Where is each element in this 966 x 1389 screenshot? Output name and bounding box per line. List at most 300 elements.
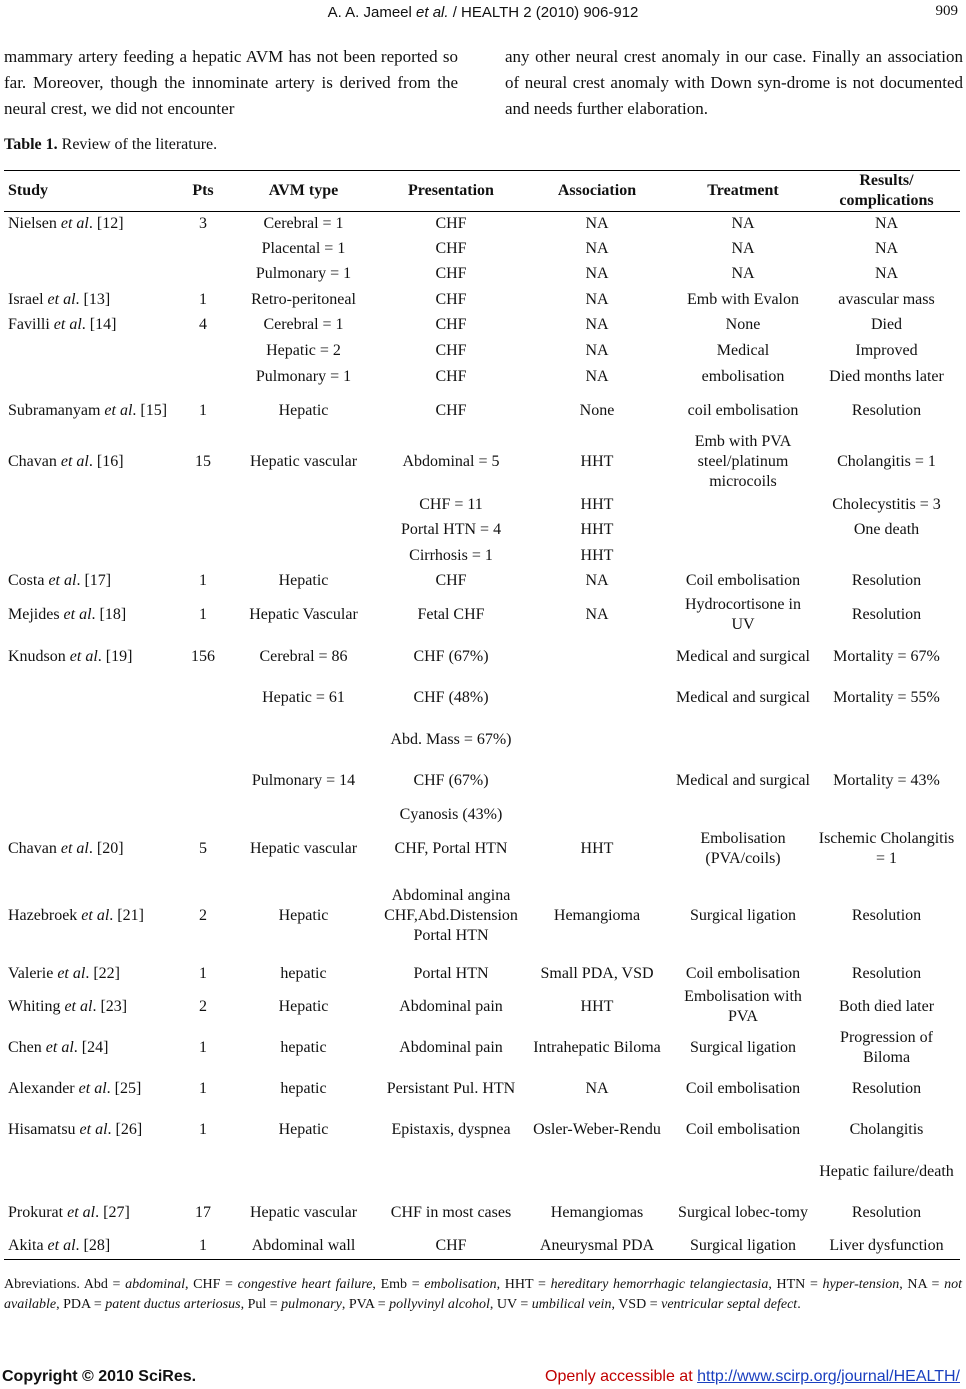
abbrev-term: Abreviations. Abd = xyxy=(4,1277,126,1292)
pres-cell: Epistaxis, dyspnea xyxy=(391,1121,511,1138)
pts-cell: 1 xyxy=(199,1039,207,1056)
assoc-cell: HHT xyxy=(580,546,614,564)
study-ref: [28] xyxy=(83,1237,111,1255)
abbrev-definition: hyper-tension xyxy=(822,1277,900,1292)
study-cell: Chavan et al. [16] xyxy=(8,452,124,470)
treat-cell: Medical xyxy=(716,341,770,359)
abbrev-term: , CHF = xyxy=(184,1277,238,1292)
assoc-cell xyxy=(521,719,673,761)
table-row xyxy=(4,390,960,432)
pts-cell xyxy=(180,719,226,761)
pts-cell xyxy=(180,761,226,802)
pts-cell xyxy=(180,1151,226,1193)
res-cell: Liver dysfunction xyxy=(813,1234,960,1260)
pts-cell xyxy=(180,262,226,287)
study-cell xyxy=(4,543,180,569)
res-cell: Hepatic failure/death xyxy=(819,1162,954,1180)
pres-cell: CHF xyxy=(435,215,467,233)
pts-cell: 2 xyxy=(199,998,207,1015)
abbrev-term: , NA = xyxy=(899,1277,945,1292)
res-cell: Resolution xyxy=(851,1080,922,1097)
treat-cell: NA xyxy=(731,265,755,282)
res-cell: Both died later xyxy=(838,998,935,1015)
et-al: et al xyxy=(63,605,92,623)
study-cell xyxy=(4,237,180,262)
study-author: Whiting xyxy=(8,998,61,1015)
study-author: Prokurat xyxy=(8,1204,64,1221)
treat-cell: Surgical ligation xyxy=(690,906,796,924)
res-cell: Mortality = 67% xyxy=(833,647,940,665)
table-row xyxy=(4,636,960,678)
avm-cell: Cerebral = 86 xyxy=(259,647,348,665)
pres-cell: CHF xyxy=(435,265,467,282)
column-header: AVM type xyxy=(226,171,381,212)
table-row xyxy=(4,212,960,237)
res-cell xyxy=(813,719,960,761)
journal-link[interactable]: http://www.scirp.org/journal/HEALTH/ xyxy=(697,1368,960,1385)
assoc-cell: Hemangiomas xyxy=(550,1204,644,1221)
et-al: et al xyxy=(67,1204,96,1221)
intro-text-right: any other neural crest anomaly in our case. Finally an association of neural crest anomaly with Down syn-drome is not documented and needs further elaboration. xyxy=(505,47,963,118)
table-row xyxy=(4,1151,960,1193)
pts-cell: 3 xyxy=(199,215,207,233)
treat-cell xyxy=(673,719,813,761)
column-header: Association xyxy=(521,171,673,212)
study-cell xyxy=(4,338,180,364)
study-author: Alexander xyxy=(8,1080,75,1097)
res-cell: avascular mass xyxy=(838,290,935,308)
avm-cell xyxy=(226,1151,381,1193)
table-row xyxy=(4,262,960,287)
res-cell: Mortality = 55% xyxy=(833,689,940,706)
running-header xyxy=(0,2,966,24)
treat-cell: Surgical ligation xyxy=(673,1234,813,1260)
et-al: et al xyxy=(69,647,98,665)
assoc-cell: Osler-Weber-Rendu xyxy=(533,1121,661,1138)
study-ref: [12] xyxy=(96,215,124,233)
study-author: Nielsen xyxy=(8,215,57,233)
pres-cell: Fetal CHF xyxy=(417,605,485,623)
avm-cell: Hepatic xyxy=(278,1121,329,1138)
table-row xyxy=(4,1069,960,1110)
pres-cell: Abdominal pain xyxy=(399,998,503,1015)
access-footer xyxy=(545,1368,960,1386)
res-cell: Died months later xyxy=(829,367,944,385)
pres-cell: CHF in most cases xyxy=(390,1204,512,1221)
study-ref: [20] xyxy=(96,839,124,857)
assoc-cell: NA xyxy=(585,265,609,282)
abbrev-definition: ventricular septal defect xyxy=(661,1297,798,1312)
table-row xyxy=(4,594,960,636)
pres-cell: Abdominal pain xyxy=(399,1039,503,1056)
table-row xyxy=(4,543,960,569)
avm-cell xyxy=(226,518,381,543)
study-author: Akita xyxy=(8,1237,44,1255)
pres-cell: CHF xyxy=(435,290,467,308)
table-row xyxy=(4,678,960,719)
et-al: et al xyxy=(47,290,76,308)
pres-cell: CHF (67%) xyxy=(413,772,489,789)
assoc-cell: NA xyxy=(585,605,609,623)
abbrev-term: . xyxy=(797,1297,801,1312)
table-row xyxy=(4,518,960,543)
abbrev-definition: umbilical vein xyxy=(531,1297,612,1312)
study-cell: Knudson et al. [19] xyxy=(8,647,133,665)
study-ref: [16] xyxy=(96,452,124,470)
avm-cell: Hepatic Vascular xyxy=(249,605,358,623)
pres-cell: CHF xyxy=(435,240,467,257)
res-cell: Resolution xyxy=(851,906,922,924)
pts-cell xyxy=(180,492,226,518)
abbrev-definition: pollyvinyl alcohol xyxy=(389,1297,490,1312)
res-cell: Ischemic Cholangitis = 1 xyxy=(818,829,955,867)
pres-cell: CHF (67%) xyxy=(413,647,489,665)
treat-cell: Emb with PVA steel/platinum microcoils xyxy=(694,432,792,490)
avm-cell: Pulmonary = 1 xyxy=(255,367,352,385)
abbrev-term: , HHT = xyxy=(496,1277,551,1292)
assoc-cell: NA xyxy=(585,290,609,308)
table-row xyxy=(4,569,960,594)
pres-cell xyxy=(381,1151,521,1193)
avm-cell xyxy=(226,492,381,518)
pts-cell xyxy=(180,518,226,543)
et-al: et al xyxy=(79,1121,108,1138)
assoc-cell: HHT xyxy=(580,521,614,538)
study-ref: [26] xyxy=(115,1121,143,1138)
pres-cell: Abd. Mass = 67%) xyxy=(390,730,512,748)
study-author: Hazebroek xyxy=(8,906,78,924)
abbrev-term: , Emb = xyxy=(372,1277,425,1292)
pts-cell xyxy=(180,678,226,719)
pts-cell xyxy=(180,364,226,390)
study-cell: Akita et al. [28] xyxy=(4,1234,180,1260)
assoc-cell: NA xyxy=(585,1080,609,1097)
study-cell: Chavan et al. [20] xyxy=(8,839,124,857)
et-al: et al xyxy=(45,1039,74,1056)
study-cell: Alexander et al. [25] xyxy=(8,1080,142,1097)
et-al: et al xyxy=(60,215,89,233)
res-cell: Died xyxy=(870,316,903,333)
abbrev-term: , HTN = xyxy=(768,1277,823,1292)
study-author: Knudson xyxy=(8,647,66,665)
avm-cell xyxy=(226,802,381,828)
pts-cell: 1 xyxy=(199,290,207,308)
avm-cell: Placental = 1 xyxy=(261,240,346,257)
study-cell: Hazebroek et al. [21] xyxy=(8,906,144,924)
study-author: Chen xyxy=(8,1039,42,1056)
res-cell: Progression of Biloma xyxy=(840,1029,933,1066)
study-author: Israel xyxy=(8,290,44,308)
avm-cell: Hepatic = 61 xyxy=(262,689,345,706)
study-ref: [19] xyxy=(105,647,133,665)
study-ref: [25] xyxy=(114,1080,142,1097)
table-body xyxy=(4,212,960,1260)
table-row xyxy=(4,1234,960,1260)
pts-cell: 1 xyxy=(180,1234,226,1260)
abbrev-definition: hereditary hemorrhagic telangiectasia xyxy=(550,1277,769,1292)
abbrev-definition: abdominal xyxy=(125,1277,185,1292)
study-cell: Valerie et al. [22] xyxy=(8,965,120,982)
abbrev-term: , VSD = xyxy=(611,1297,662,1312)
avm-cell: Cerebral = 1 xyxy=(263,316,344,333)
table-row xyxy=(4,492,960,518)
treat-cell: NA xyxy=(731,240,755,257)
treat-cell: Medical and surgical xyxy=(676,772,810,789)
table-row xyxy=(4,1193,960,1234)
avm-cell: Hepatic xyxy=(278,998,329,1015)
intro-text-left: mammary artery feeding a hepatic AVM has not been reported so far. Moreover, though the innominate artery is derived from the neural crest, we did not encounter xyxy=(4,47,458,118)
pres-cell: CHF, Portal HTN xyxy=(394,839,508,857)
table-row xyxy=(4,962,960,987)
pts-cell: 1 xyxy=(199,1080,207,1097)
study-ref: [21] xyxy=(117,906,144,924)
assoc-cell: NA xyxy=(585,572,609,589)
table-row xyxy=(4,987,960,1028)
et-al: et al xyxy=(81,906,110,924)
abbreviations-note xyxy=(4,1275,962,1315)
study-ref: [13] xyxy=(83,290,111,308)
study-ref: [14] xyxy=(89,316,117,333)
table-row xyxy=(4,761,960,802)
res-cell: NA xyxy=(874,240,899,257)
study-cell: Israel et al. [13] xyxy=(8,290,111,308)
pres-cell: Cyanosis (43%) xyxy=(399,805,503,823)
avm-cell: Hepatic vascular xyxy=(249,1204,358,1221)
column-header: Treatment xyxy=(673,171,813,212)
study-cell xyxy=(4,262,180,287)
avm-cell: Hepatic xyxy=(278,906,329,924)
avm-cell: Hepatic vascular xyxy=(249,839,358,857)
treat-cell: Embolisation with PVA xyxy=(684,988,802,1025)
pts-cell xyxy=(180,543,226,569)
res-cell: One death xyxy=(853,521,920,538)
pts-cell xyxy=(180,802,226,828)
column-header: Results/ complications xyxy=(813,171,960,212)
res-cell xyxy=(813,543,960,569)
et-al: et al xyxy=(78,1080,107,1097)
study-cell xyxy=(4,518,180,543)
assoc-cell: Hemangioma xyxy=(553,906,641,924)
avm-cell xyxy=(226,543,381,569)
study-author: Favilli xyxy=(8,316,50,333)
table-header-row xyxy=(4,171,960,212)
table-row xyxy=(4,237,960,262)
assoc-cell: NA xyxy=(585,367,609,385)
res-cell: Resolution xyxy=(851,572,922,589)
treat-cell: Medical and surgical xyxy=(676,647,810,665)
abbrev-definition: not available xyxy=(4,1277,962,1312)
res-cell: Improved xyxy=(855,341,918,359)
pres-cell: CHF xyxy=(435,367,467,385)
treat-cell: Surgical ligation xyxy=(690,1039,796,1056)
table-row xyxy=(4,1110,960,1151)
avm-cell: Pulmonary = 14 xyxy=(251,772,356,789)
assoc-cell: NA xyxy=(585,215,609,233)
res-cell: NA xyxy=(874,215,899,233)
et-al: et al xyxy=(47,1237,76,1255)
pres-cell: Persistant Pul. HTN xyxy=(386,1080,516,1097)
pts-cell: 1 xyxy=(199,965,207,982)
assoc-cell: None xyxy=(579,401,615,419)
column-header: Study xyxy=(4,171,180,212)
table-row xyxy=(4,338,960,364)
study-cell xyxy=(4,802,180,828)
table-row xyxy=(4,287,960,313)
treat-cell: coil embolisation xyxy=(687,401,799,419)
treat-cell xyxy=(673,518,813,543)
study-ref: [24] xyxy=(81,1039,109,1056)
abbrev-definition: congestive heart failure xyxy=(237,1277,373,1292)
study-ref: [15] xyxy=(140,401,168,419)
study-cell: Chen et al. [24] xyxy=(8,1039,109,1056)
res-cell: Resolution xyxy=(851,605,922,623)
table-caption xyxy=(4,136,217,154)
study-cell: Whiting et al. [23] xyxy=(8,998,128,1015)
treat-cell: Emb with Evalon xyxy=(687,290,799,308)
treat-cell: Hydrocortisone in UV xyxy=(685,595,801,633)
treat-cell: Coil embolisation xyxy=(685,965,801,982)
pts-cell xyxy=(180,338,226,364)
abbrev-definition: pulmonary xyxy=(281,1297,342,1312)
et-al: et al xyxy=(48,572,77,589)
treat-cell: Coil embolisation xyxy=(685,1080,801,1097)
res-cell: Cholecystitis = 3 xyxy=(832,495,941,513)
et-al: et al xyxy=(57,965,86,982)
assoc-cell: NA xyxy=(585,316,609,333)
res-cell: Resolution xyxy=(851,965,922,982)
res-cell: Cholangitis xyxy=(849,1121,924,1138)
avm-cell: Hepatic xyxy=(278,401,329,419)
treat-cell: Medical and surgical xyxy=(676,689,810,706)
avm-cell: Hepatic xyxy=(278,572,329,589)
study-author: Chavan xyxy=(8,452,57,470)
table-row xyxy=(4,828,960,870)
study-cell: Prokurat et al. [27] xyxy=(8,1204,130,1221)
assoc-cell: NA xyxy=(585,341,609,359)
table-row xyxy=(4,719,960,761)
pts-cell: 156 xyxy=(191,647,215,665)
study-cell: Subramanyam et al. [15] xyxy=(8,401,168,419)
pts-cell: 5 xyxy=(199,839,207,857)
table-caption-label: Table 1. xyxy=(4,136,58,153)
assoc-cell xyxy=(521,761,673,802)
assoc-cell: NA xyxy=(585,240,609,257)
assoc-cell xyxy=(521,678,673,719)
pres-cell: CHF xyxy=(435,316,467,333)
study-ref: [18] xyxy=(99,605,127,623)
pres-cell: CHF xyxy=(435,401,467,419)
avm-cell: Retro-peritoneal xyxy=(251,290,356,308)
pts-cell: 15 xyxy=(195,452,211,470)
pts-cell: 4 xyxy=(199,316,207,333)
treat-cell xyxy=(673,1151,813,1193)
assoc-cell: HHT xyxy=(580,998,614,1015)
treat-cell xyxy=(673,492,813,518)
pres-cell: CHF = 11 xyxy=(419,495,483,513)
study-cell xyxy=(4,678,180,719)
res-cell xyxy=(813,802,960,828)
study-ref: [22] xyxy=(93,965,120,982)
study-author: Costa xyxy=(8,572,45,589)
study-ref: [17] xyxy=(84,572,112,589)
treat-cell xyxy=(673,802,813,828)
pts-cell: 1 xyxy=(199,1121,207,1138)
study-author: Valerie xyxy=(8,965,54,982)
res-cell: Resolution xyxy=(851,401,922,419)
avm-cell: hepatic xyxy=(280,965,327,982)
study-author: Chavan xyxy=(8,839,57,857)
assoc-cell xyxy=(521,636,673,678)
pts-cell: 1 xyxy=(199,572,207,589)
running-title: A. A. Jameel et al. / HEALTH 2 (2010) 906-912 xyxy=(327,4,639,21)
treat-cell: NA xyxy=(731,215,755,233)
study-cell xyxy=(4,719,180,761)
abbrev-term: , Pul = xyxy=(240,1297,282,1312)
assoc-cell: Intrahepatic Biloma xyxy=(533,1039,661,1056)
pts-cell: 2 xyxy=(199,906,207,924)
page-number: 909 xyxy=(935,3,958,19)
avm-cell: Pulmonary = 1 xyxy=(255,265,352,282)
study-cell: Nielsen et al. [12] xyxy=(8,215,124,233)
copyright-footer: Copyright © 2010 SciRes. xyxy=(2,1368,197,1385)
pres-cell: CHF xyxy=(435,341,467,359)
table-row xyxy=(4,1028,960,1069)
treat-cell xyxy=(673,543,813,569)
column-header: Pts xyxy=(180,171,226,212)
assoc-cell: Aneurysmal PDA xyxy=(521,1234,673,1260)
study-cell xyxy=(4,1151,180,1193)
pts-cell: 1 xyxy=(199,605,207,623)
et-al: et al xyxy=(64,998,93,1015)
pres-cell: CHF xyxy=(435,572,467,589)
study-cell: Favilli et al. [14] xyxy=(8,316,117,333)
study-cell: Mejides et al. [18] xyxy=(8,605,127,623)
access-label: Openly accessible at xyxy=(545,1368,693,1385)
pts-cell: 17 xyxy=(195,1204,211,1221)
study-cell xyxy=(4,761,180,802)
res-cell: Cholangitis = 1 xyxy=(837,452,936,470)
pres-cell: CHF xyxy=(381,1234,521,1260)
column-header: Presentation xyxy=(381,171,521,212)
table-row xyxy=(4,313,960,338)
assoc-cell: Small PDA, VSD xyxy=(540,965,654,982)
res-cell: Mortality = 43% xyxy=(833,772,940,789)
table-row xyxy=(4,364,960,390)
assoc-cell: HHT xyxy=(580,839,614,857)
et-al: et al xyxy=(60,452,89,470)
abbrev-definition: embolisation xyxy=(424,1277,497,1292)
res-cell: Resolution xyxy=(851,1204,922,1221)
study-author: Mejides xyxy=(8,605,60,623)
study-ref: [23] xyxy=(100,998,128,1015)
assoc-cell: HHT xyxy=(580,495,614,513)
study-author: Hisamatsu xyxy=(8,1121,76,1138)
treat-cell: embolisation xyxy=(701,367,785,385)
abbrev-term: , UV = xyxy=(489,1297,532,1312)
avm-cell: Abdominal wall xyxy=(226,1234,381,1260)
res-cell: NA xyxy=(874,265,899,282)
abbrev-term: , PVA = xyxy=(341,1297,390,1312)
avm-cell: Cerebral = 1 xyxy=(263,215,344,233)
pts-cell xyxy=(180,237,226,262)
pres-cell: Abdominal angina CHF,Abd.Distension Portal HTN xyxy=(384,886,518,944)
et-al: et al xyxy=(53,316,82,333)
pts-cell: 1 xyxy=(199,401,207,419)
treat-cell: None xyxy=(725,316,761,333)
pres-cell: Abdominal = 5 xyxy=(402,452,500,470)
pres-cell: Cirrhosis = 1 xyxy=(409,546,493,564)
treat-cell: Coil embolisation xyxy=(685,1121,801,1138)
